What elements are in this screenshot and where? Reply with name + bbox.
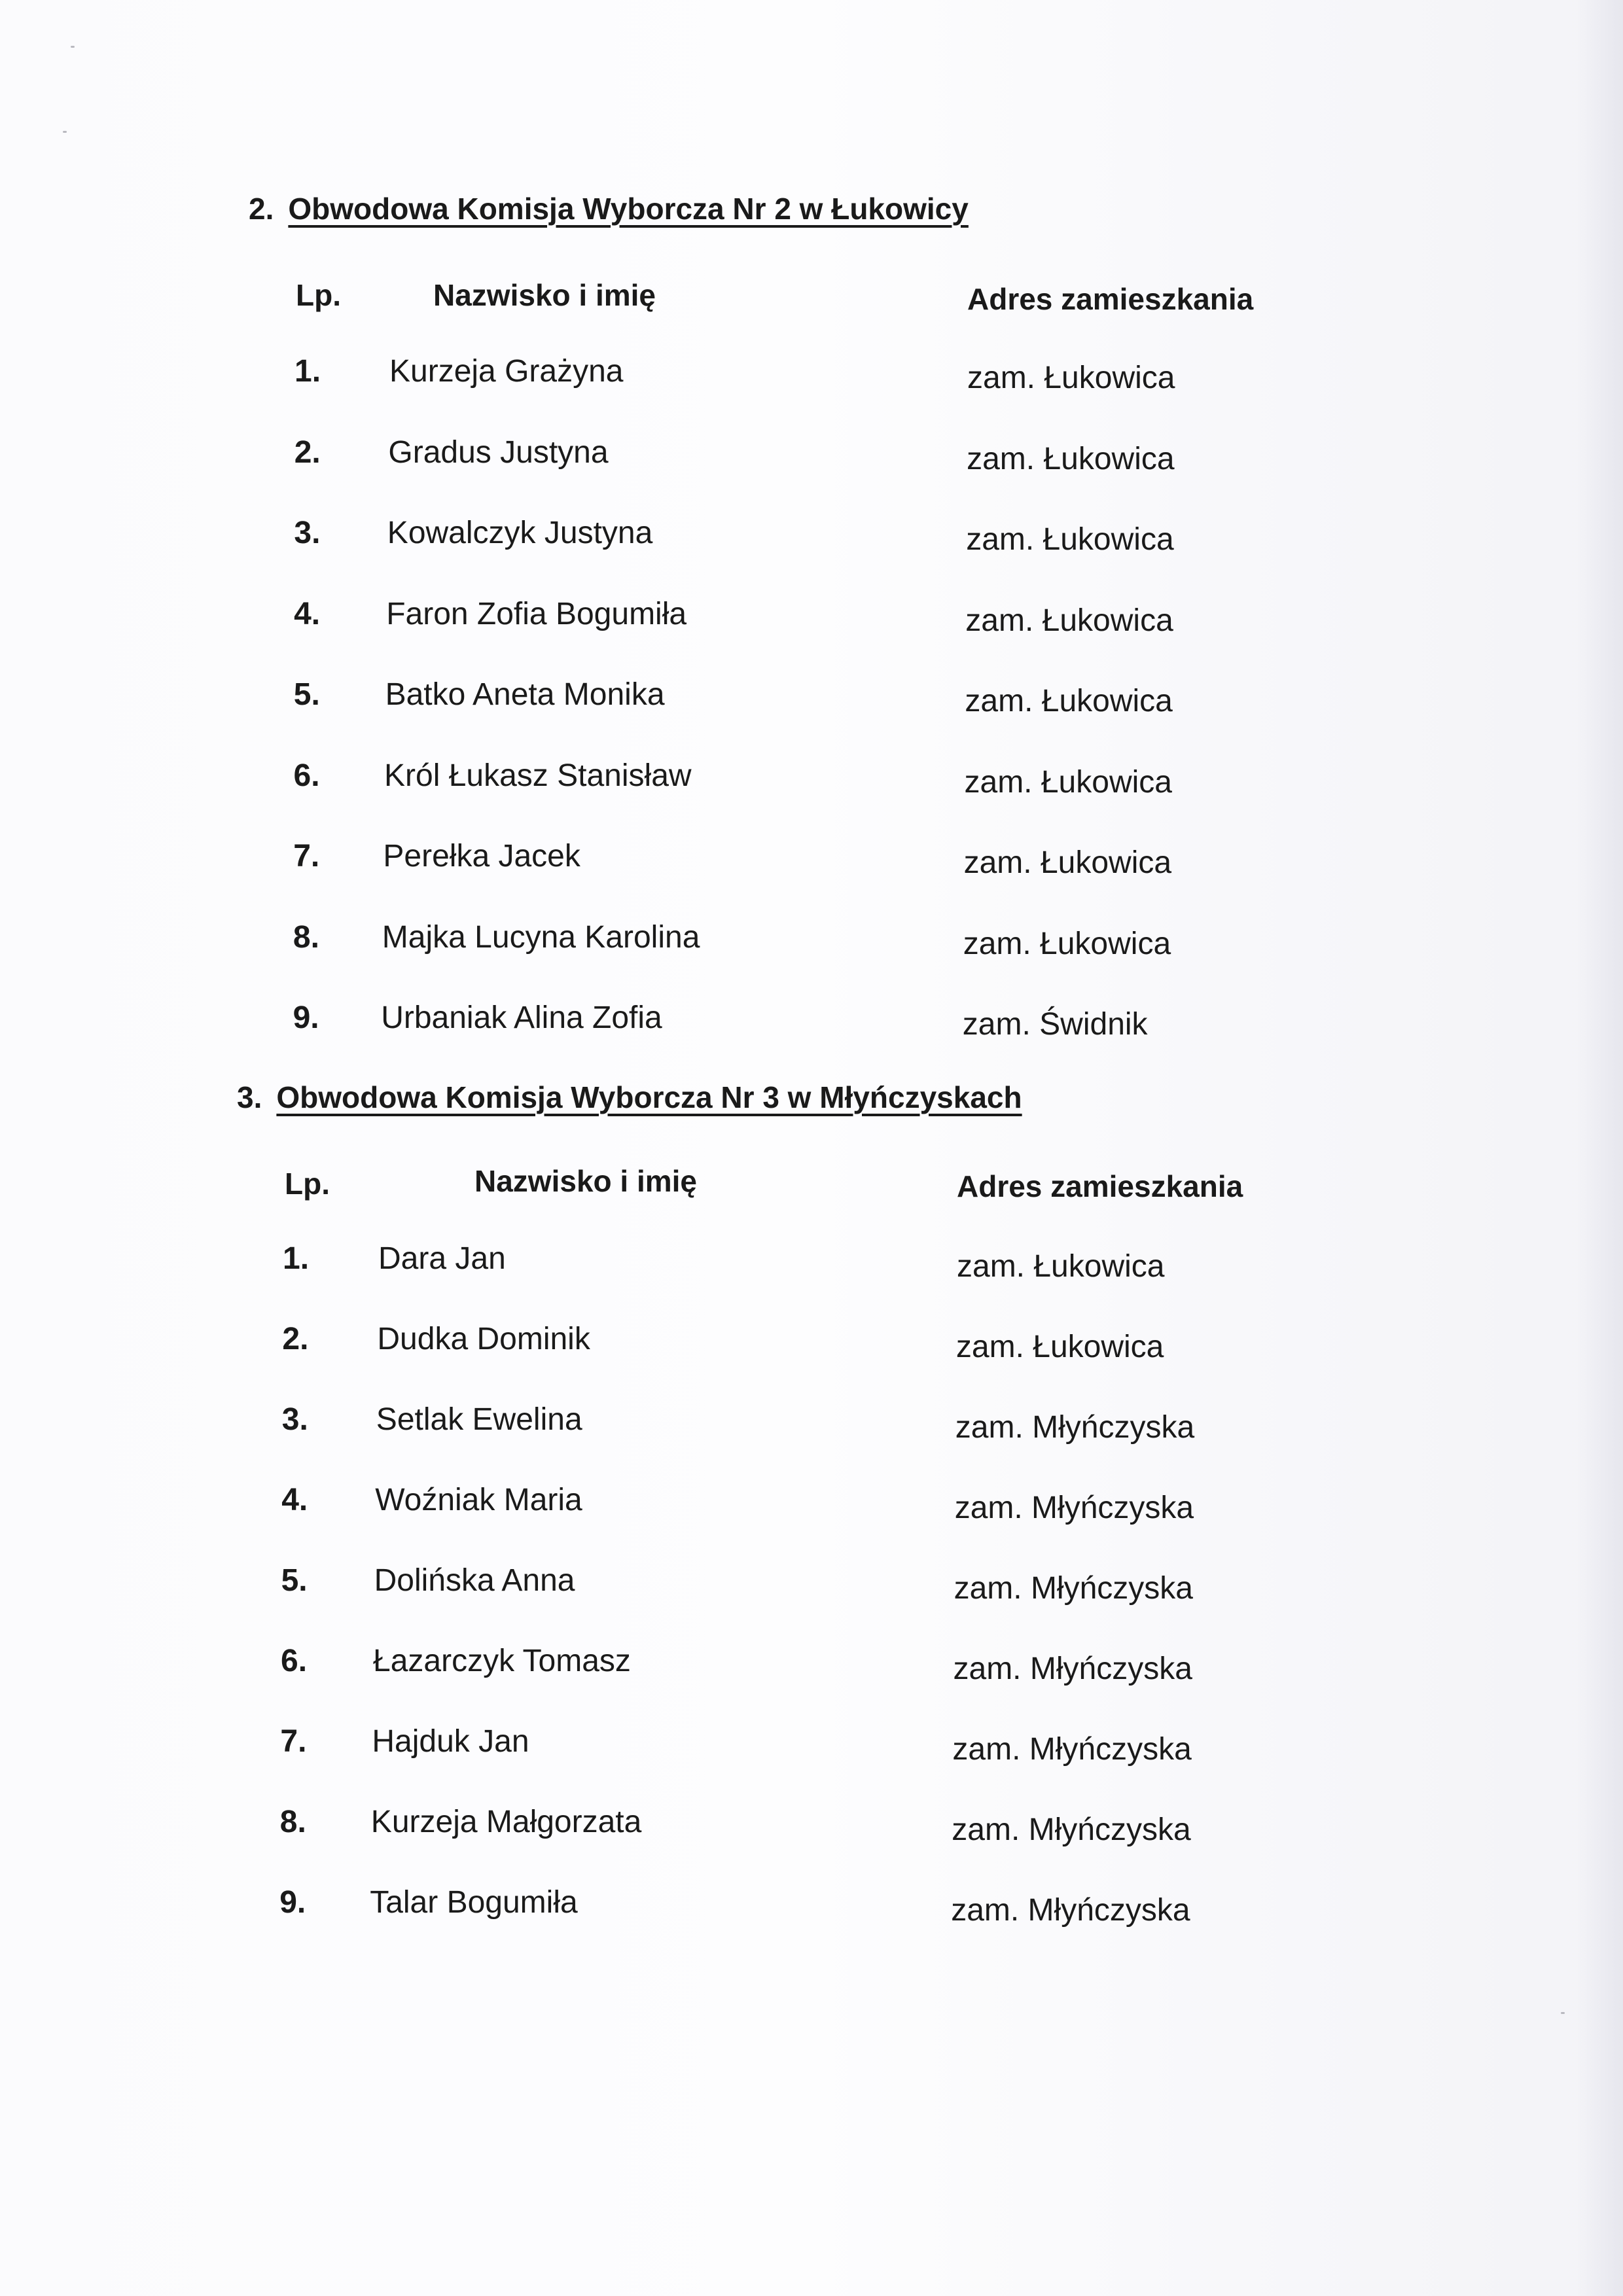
section-number: 2.: [249, 192, 274, 226]
member-lp: 5.: [281, 1563, 308, 1598]
section-title: Obwodowa Komisja Wyborcza Nr 3 w Młyńczyskach: [276, 1080, 1022, 1114]
member-row: [0, 1646, 1623, 1685]
member-row: [0, 434, 1623, 476]
member-name: Gradus Justyna: [388, 434, 609, 470]
member-address: zam. Łukowica: [963, 926, 1171, 961]
member-name: Hajduk Jan: [372, 1724, 529, 1759]
member-lp: 7.: [280, 1724, 307, 1759]
member-address: zam. Młyńczyska: [953, 1651, 1192, 1686]
scan-edge-shadow: [1577, 0, 1623, 2296]
column-header-lp: Lp.: [296, 278, 341, 312]
member-name: Kurzeja Małgorzata: [370, 1805, 642, 1839]
member-name: Batko Aneta Monika: [385, 677, 665, 712]
member-address: zam. Łukowica: [957, 1249, 1165, 1284]
member-name: Majka Lucyna Karolina: [382, 919, 700, 955]
member-address: zam. Młyńczyska: [952, 1812, 1191, 1847]
member-address: zam. Łukowica: [964, 764, 1172, 800]
member-row: [0, 841, 1623, 880]
member-lp: 1.: [294, 354, 321, 389]
member-address: zam. Młyńczyska: [955, 1410, 1195, 1445]
member-lp: 7.: [293, 839, 320, 874]
member-lp: 9.: [279, 1885, 306, 1920]
member-name: Talar Bogumiła: [370, 1885, 578, 1920]
member-lp: 5.: [293, 677, 320, 712]
scan-speck: [71, 46, 75, 48]
member-row: [0, 1887, 1623, 1926]
member-name: Dara Jan: [378, 1241, 506, 1276]
member-row: [0, 1404, 1623, 1443]
member-address: zam. Łukowica: [967, 441, 1175, 476]
member-row: [0, 1807, 1623, 1846]
member-name: Dolińska Anna: [374, 1563, 575, 1598]
member-lp: 4.: [281, 1483, 308, 1517]
member-row: [0, 760, 1623, 800]
member-address: zam. Świdnik: [962, 1007, 1148, 1042]
column-header-address: Adres zamieszkania: [967, 282, 1254, 316]
member-lp: 2.: [282, 1322, 309, 1356]
member-address: zam. Łukowica: [955, 1330, 1164, 1364]
section-title: Obwodowa Komisja Wyborcza Nr 2 w Łukowicy: [288, 192, 969, 226]
member-name: Kurzeja Grażyna: [389, 354, 624, 389]
section-heading: [237, 1082, 1022, 1112]
member-row: [0, 1002, 1623, 1042]
member-name: Faron Zofia Bogumiła: [386, 596, 687, 631]
member-name: Dudka Dominik: [377, 1322, 590, 1356]
column-header-name: Nazwisko i imię: [474, 1164, 698, 1198]
member-row: [0, 919, 1623, 961]
member-name: Kowalczyk Justyna: [387, 516, 653, 550]
member-row: [0, 356, 1623, 395]
member-address: zam. Łukowica: [966, 522, 1174, 557]
member-lp: 9.: [293, 1000, 319, 1035]
member-lp: 1.: [283, 1241, 310, 1276]
member-address: zam. Łukowica: [965, 684, 1173, 718]
member-lp: 3.: [281, 1402, 308, 1437]
member-address: zam. Łukowica: [963, 845, 1172, 880]
column-header-address: Adres zamieszkania: [957, 1169, 1243, 1203]
member-row: [0, 518, 1623, 557]
member-row: [0, 1485, 1623, 1524]
member-address: zam. Młyńczyska: [952, 1732, 1192, 1767]
member-row: [0, 1243, 1623, 1282]
member-name: Setlak Ewelina: [376, 1402, 582, 1437]
scan-speck: [1561, 2012, 1565, 2014]
member-address: zam. Młyńczyska: [951, 1893, 1190, 1928]
member-name: Urbaniak Alina Zofia: [381, 1000, 662, 1035]
member-lp: 3.: [294, 516, 321, 550]
member-name: Woźniak Maria: [375, 1483, 582, 1517]
member-lp: 2.: [294, 434, 321, 470]
member-lp: 8.: [279, 1805, 306, 1839]
member-name: Król Łukasz Stanisław: [384, 758, 692, 793]
member-lp: 4.: [294, 596, 321, 631]
member-row: [0, 1565, 1623, 1604]
member-name: Perełka Jacek: [383, 839, 580, 874]
member-lp: 6.: [281, 1644, 308, 1678]
member-row: [0, 679, 1623, 718]
section-heading: [249, 194, 969, 224]
member-lp: 8.: [293, 919, 319, 955]
member-row: [0, 596, 1623, 638]
column-header-name: Nazwisko i imię: [433, 278, 656, 312]
member-lp: 6.: [293, 758, 320, 793]
member-row: [0, 1324, 1623, 1363]
member-address: zam. Łukowica: [965, 603, 1173, 638]
member-row: [0, 1726, 1623, 1765]
scan-speck: [63, 131, 67, 133]
member-address: zam. Łukowica: [967, 361, 1175, 395]
member-name: Łazarczyk Tomasz: [373, 1644, 631, 1678]
section-number: 3.: [237, 1080, 262, 1114]
member-address: zam. Młyńczyska: [954, 1571, 1193, 1606]
member-address: zam. Młyńczyska: [954, 1491, 1194, 1525]
column-header-lp: Lp.: [285, 1167, 330, 1201]
